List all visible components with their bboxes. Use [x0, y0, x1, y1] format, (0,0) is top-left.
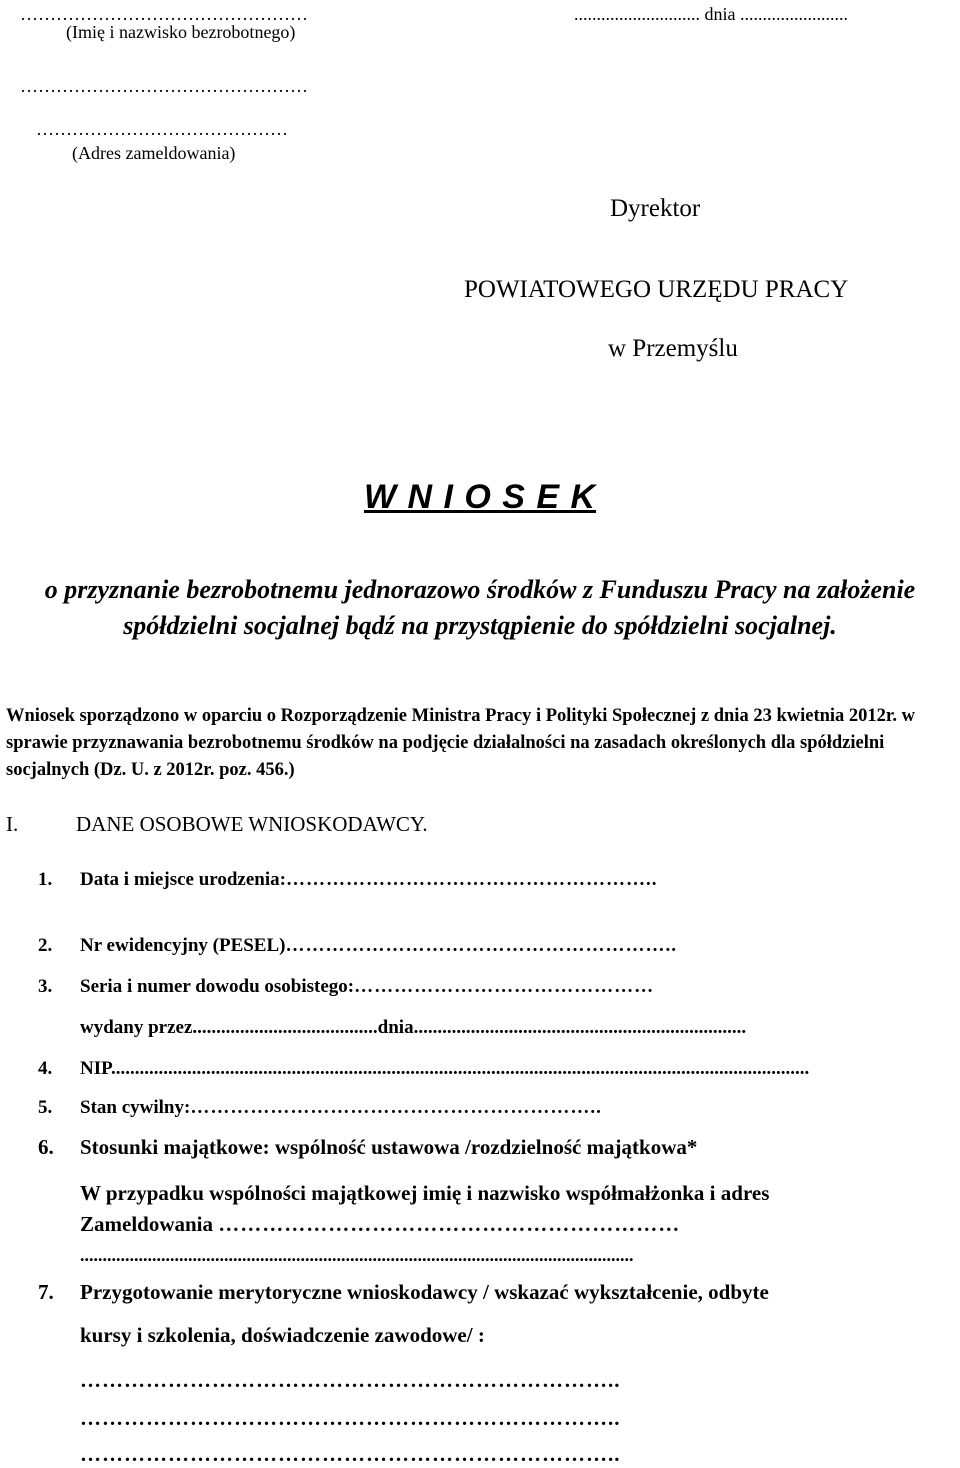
item-number: 6. — [38, 1135, 54, 1159]
item-birth-date-place — [38, 869, 657, 891]
item-number: 5. — [38, 1097, 53, 1118]
address-label: (Adres zameldowania) — [72, 143, 236, 163]
fill-line: .......................................dnia...................................................................... — [192, 1017, 747, 1038]
item-label: Stosunki majątkowe: wspólność ustawowa /rozdzielność majątkowa* — [80, 1135, 698, 1159]
item-label: Seria i numer dowodu osobistego: — [80, 976, 355, 997]
item-number: 3. — [38, 976, 53, 997]
item-number: 1. — [38, 869, 53, 890]
name-dotted-line: ………………………………………… — [20, 4, 308, 24]
fill-line: ……………………………………………………………….. — [80, 1406, 621, 1430]
item-label: wydany przez — [80, 1017, 193, 1038]
item-marital-status — [38, 1097, 602, 1119]
addressee-title: Dyrektor — [610, 195, 701, 222]
address-dotted-line-2: …………………………………… — [36, 119, 288, 139]
item-issued-by — [38, 1017, 746, 1039]
fill-line: ………………………………………………….. — [285, 935, 677, 956]
item-number: 7. — [38, 1280, 54, 1304]
fill-line: ……………………………………… — [354, 976, 655, 997]
fill-line: ........................................................................................................................... — [80, 1245, 634, 1265]
spouse-note-label: Zameldowania — [80, 1212, 214, 1236]
fill-line: ……………………………………………………… — [218, 1212, 681, 1236]
spouse-note — [80, 1178, 769, 1271]
fill-line: ................................................................................................................................................... — [110, 1058, 810, 1079]
qualifications-continuation: kursy i szkolenia, doświadczenie zawodowe/ : — [80, 1323, 485, 1347]
item-property-relations — [38, 1135, 697, 1160]
fill-line: ……………………………………………………………….. — [80, 1368, 621, 1392]
section-number: I. — [6, 812, 19, 836]
date-line: ............................ dnia ........................ — [574, 4, 848, 24]
form-subtitle: o przyznanie bezrobotnemu jednorazowo środków z Funduszu Pracy na założenie spółdzielni socjalnej bądź na przystąpienie do spółdzielni socjalnej. — [44, 575, 916, 640]
item-label: Data i miejsce urodzenia: — [80, 869, 286, 890]
fill-line: ……………………………………………………………….. — [80, 1442, 621, 1466]
item-number: 4. — [38, 1058, 53, 1079]
item-label: Stan cywilny: — [80, 1097, 191, 1118]
item-label: Przygotowanie merytoryczne wnioskodawcy / wskazać wykształcenie, odbyte — [80, 1280, 769, 1304]
item-number: 2. — [38, 935, 53, 956]
item-pesel — [38, 935, 677, 957]
item-qualifications — [38, 1280, 769, 1305]
section-heading — [6, 812, 428, 837]
form-title: W N I O S E K — [363, 478, 597, 516]
addressee-city: w Przemyślu — [608, 335, 738, 362]
section-title: DANE OSOBOWE WNIOSKODAWCY. — [76, 812, 428, 836]
item-nip — [38, 1058, 809, 1080]
fill-line: …………………………………………………….. — [190, 1097, 602, 1118]
name-label: (Imię i nazwisko bezrobotnego) — [66, 22, 296, 42]
address-dotted-line-1: ………………………………………… — [20, 76, 308, 96]
addressee-office: POWIATOWEGO URZĘDU PRACY — [464, 276, 849, 303]
item-label: NIP — [80, 1058, 111, 1079]
spouse-note-line1: W przypadku wspólności majątkowej imię i nazwisko współmałżonka i adres — [80, 1181, 770, 1205]
fill-line: ……………………………………………….. — [285, 869, 658, 890]
item-id-card — [38, 976, 654, 998]
item-label: Nr ewidencyjny (PESEL) — [80, 935, 286, 956]
legal-basis-paragraph: Wniosek sporządzono w oparciu o Rozporządzenie Ministra Pracy i Polityki Społecznej z dnia 23 kwietnia 2012r. w sprawie przyznawania bezrobotnemu środków na podjęcie działalności na zasadach określonych dla spółdzielni socjalnych (Dz. U. z 2012r. poz. 456.) — [6, 706, 916, 780]
